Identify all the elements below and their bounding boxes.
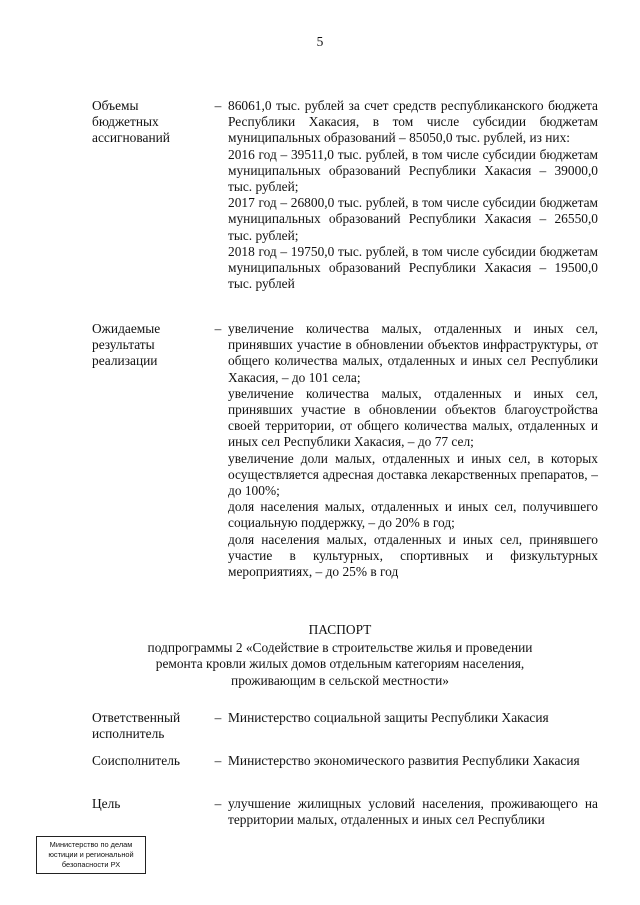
row-label: Соисполнитель [92, 753, 181, 768]
dash: – [214, 98, 222, 113]
row-value [228, 753, 598, 769]
paragraph: увеличение количества малых, отдаленных и иных сел, принявших участие в обновлении объектов инфраструктуры, от общего количества малых, отдаленных и иных сел Республики Хакасия, – до 101 села; [228, 321, 598, 385]
paragraph: 86061,0 тыс. рублей за счет средств республиканского бюджета Республики Хакасия, в том числе субсидии бюджетам муниципальных образований – 85050,0 тыс. рублей, из них: [228, 98, 598, 146]
passport-subtitle-line: подпрограммы 2 «Содействие в строительстве жилья и проведении [147, 640, 533, 656]
results-section [92, 321, 598, 580]
budget-section [92, 98, 598, 292]
stamp-line: юстиции и региональной [48, 850, 134, 859]
section-label: Ожидаемые результаты реализации [92, 321, 161, 369]
row-label: Ответственный исполнитель [92, 710, 181, 742]
goal-row [92, 796, 598, 828]
passport-subtitle-line: ремонта кровли жилых домов отдельным категориям населения, [155, 656, 525, 672]
dash: – [214, 321, 222, 336]
passport-title: ПАСПОРТ [308, 622, 372, 637]
dash: – [214, 753, 222, 768]
stamp-line: безопасности РХ [61, 860, 121, 869]
dash: – [214, 710, 222, 725]
paragraph: доля населения малых, отдаленных и иных сел, получившего социальную поддержку, – до 20% в год; [228, 499, 598, 531]
paragraph: 2016 год – 39511,0 тыс. рублей, в том числе субсидии бюджетам муниципальных образований Республики Хакасия – 39000,0 тыс. рублей; [228, 146, 598, 195]
row-label: Цель [92, 796, 121, 811]
stamp-line: Министерство по делам [49, 840, 133, 849]
coexecutor-row [92, 753, 598, 769]
paragraph: увеличение доли малых, отдаленных и иных сел, в которых осуществляется адресная доставка лекарственных препаратов, – до 100%; [228, 450, 598, 499]
responsible-row [92, 710, 598, 742]
paragraph: увеличение количества малых, отдаленных и иных сел, принявших участие в обновлении объектов благоустройства своей территории, от общего количества малых, отдаленных и иных сел Республики Хакасия, – до 77 сел; [228, 385, 598, 450]
paragraph: Министерство социальной защиты Республики Хакасия [228, 710, 549, 725]
registration-stamp [36, 836, 146, 874]
page-number: 5 [316, 34, 324, 49]
row-value [228, 796, 598, 828]
dash: – [214, 796, 222, 811]
paragraph: улучшение жилищных условий населения, проживающего на территории малых, отдаленных и иных сел Республики [228, 796, 598, 828]
row-value [228, 710, 598, 742]
passport-heading [100, 622, 580, 689]
section-label: Объемы бюджетных ассигнований [92, 98, 170, 146]
paragraph: доля населения малых, отдаленных и иных сел, принявшего участие в культурных, спортивных и физкультурных мероприятиях, – до 25% в год [228, 531, 598, 580]
section-value [228, 98, 598, 292]
passport-subtitle-line: проживающим в сельской местности» [231, 672, 449, 688]
paragraph: 2018 год – 19750,0 тыс. рублей, в том числе субсидии бюджетам муниципальных образований Республики Хакасия – 19500,0 тыс. рублей [228, 243, 598, 292]
section-value [228, 321, 598, 580]
paragraph: Министерство экономического развития Республики Хакасия [228, 753, 580, 768]
paragraph: 2017 год – 26800,0 тыс. рублей, в том числе субсидии бюджетам муниципальных образований Республики Хакасия – 26550,0 тыс. рублей; [228, 195, 598, 243]
